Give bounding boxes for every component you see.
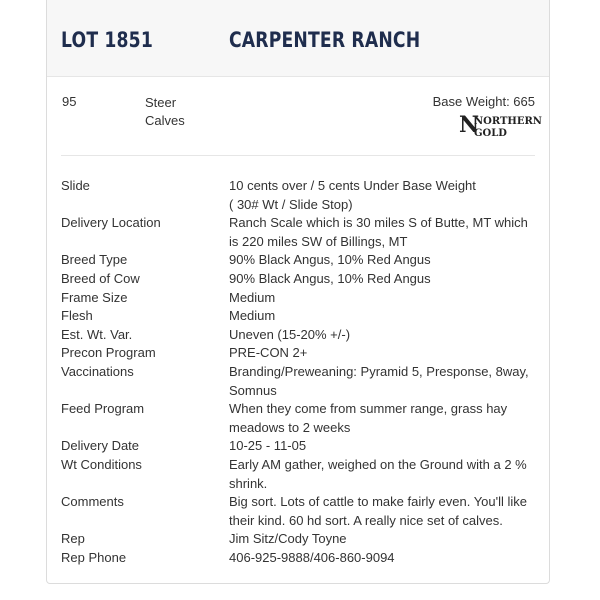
detail-row-vaccinations — [61, 363, 535, 400]
delivery-location-line1: Ranch Scale which is 30 miles S of Butte, MT which — [229, 215, 528, 231]
logo-line2: GOLD — [474, 128, 507, 139]
detail-value — [229, 400, 535, 437]
detail-label: Slide — [61, 178, 90, 193]
detail-label: Vaccinations — [61, 363, 134, 379]
detail-label: Comments — [61, 494, 124, 510]
detail-row-breed-type — [61, 251, 535, 270]
detail-row-rep — [61, 530, 535, 549]
detail-value — [229, 363, 535, 400]
lot-summary — [47, 77, 549, 156]
detail-row-flesh — [61, 307, 535, 326]
lot-card — [46, 0, 550, 584]
section-divider — [61, 155, 535, 156]
detail-label: Est. Wt. Var. — [61, 326, 133, 342]
comments-line2: their kind. 60 hd sort. A really nice set of calves. — [229, 512, 503, 528]
feed-program-line1: When they come from summer range, grass hay — [229, 401, 508, 417]
detail-label: Frame Size — [61, 289, 128, 305]
detail-row-rep-phone — [61, 549, 535, 568]
base-weight: Base Weight: 665 — [432, 94, 535, 109]
detail-row-comments — [61, 493, 535, 530]
detail-row-frame-size — [61, 289, 535, 308]
slide-line1: 10 cents over / 5 cents Under Base Weight — [229, 178, 476, 193]
slide-line2: ( 30# Wt / Slide Stop) — [229, 196, 353, 212]
detail-value: 90% Black Angus, 10% Red Angus — [229, 270, 431, 286]
northern-gold-logo — [457, 111, 542, 139]
wt-conditions-line2: shrink. — [229, 475, 268, 491]
wt-conditions-line1: Early AM gather, weighed on the Ground with a 2 % — [229, 456, 527, 472]
detail-value: 10-25 - 11-05 — [229, 438, 307, 454]
detail-row-est-wt-var — [61, 326, 535, 345]
detail-value: Jim Sitz/Cody Toyne — [229, 531, 347, 547]
detail-label: Flesh — [61, 308, 93, 324]
animal-type-line2: Calves — [145, 113, 185, 128]
comments-line1: Big sort. Lots of cattle to make fairly even. You'll like — [229, 494, 528, 510]
animal-type — [145, 94, 205, 130]
detail-row-precon — [61, 344, 535, 363]
delivery-location-line2: is 220 miles SW of Billings, MT — [229, 233, 408, 249]
detail-value: PRE-CON 2+ — [229, 345, 308, 361]
detail-value: 90% Black Angus, 10% Red Angus — [229, 252, 431, 268]
detail-row-delivery-location — [61, 214, 535, 251]
logo-line1: NORTHERN — [474, 116, 542, 127]
detail-label: Breed Type — [61, 252, 128, 268]
detail-value: Medium — [229, 289, 276, 305]
lot-number: LOT 1851 — [61, 28, 153, 52]
feed-program-line2: meadows to 2 weeks — [229, 419, 351, 435]
detail-value — [229, 456, 535, 493]
detail-row-wt-conditions — [61, 456, 535, 493]
vaccinations-line1: Branding/Preweaning: Pyramid 5, Presponse, 8way, — [229, 363, 529, 379]
detail-value — [229, 177, 535, 214]
detail-label: Precon Program — [61, 345, 156, 361]
ranch-name: CARPENTER RANCH — [229, 28, 421, 52]
detail-label: Delivery Location — [61, 215, 161, 231]
detail-label: Delivery Date — [61, 438, 140, 454]
vaccinations-line2: Somnus — [229, 382, 277, 398]
detail-row-feed-program — [61, 400, 535, 437]
detail-row-slide — [61, 177, 535, 214]
detail-label: Rep Phone — [61, 549, 127, 565]
detail-label: Rep — [61, 531, 85, 547]
head-count: 95 — [62, 94, 77, 109]
detail-label: Feed Program — [61, 401, 145, 417]
detail-row-breed-of-cow — [61, 270, 535, 289]
detail-label: Wt Conditions — [61, 456, 142, 472]
detail-label: Breed of Cow — [61, 270, 140, 286]
lot-details — [61, 177, 535, 567]
detail-value: 406-925-9888/406-860-9094 — [229, 549, 395, 565]
lot-header — [47, 0, 549, 77]
animal-type-line1: Steer — [145, 95, 177, 110]
svg-text:N: N — [459, 112, 480, 138]
detail-value: Uneven (15-20% +/-) — [229, 326, 351, 342]
detail-value — [229, 493, 535, 530]
detail-value: Medium — [229, 308, 276, 324]
detail-value — [229, 214, 535, 251]
detail-row-delivery-date — [61, 437, 535, 456]
